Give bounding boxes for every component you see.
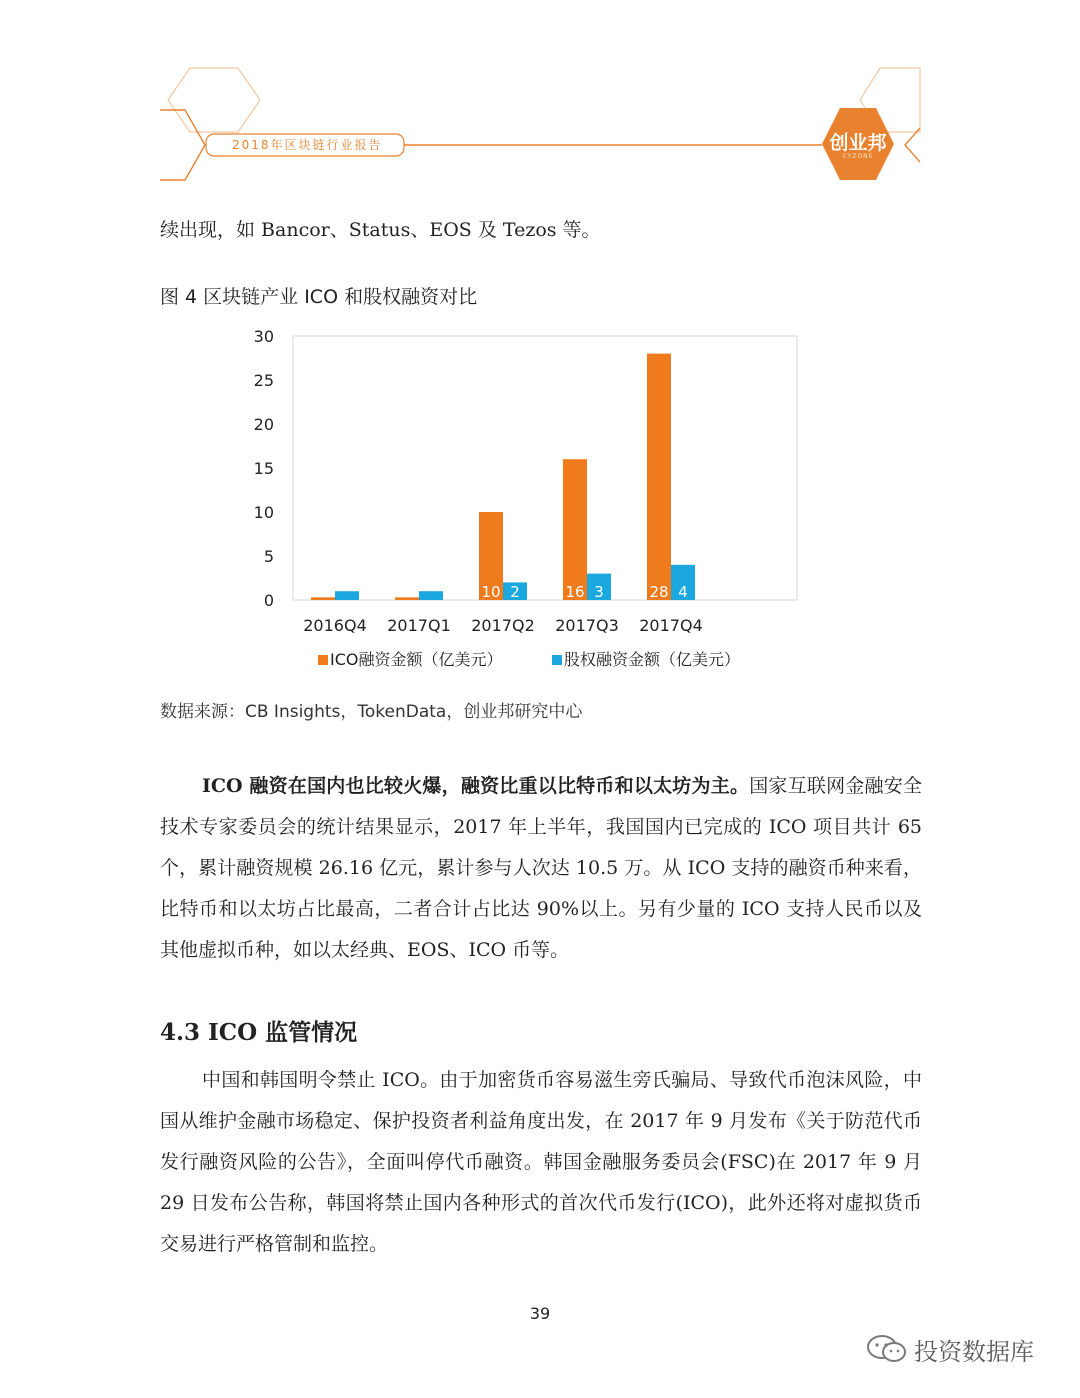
legend-swatch: [552, 655, 562, 665]
report-title: 2018年区块链行业报告: [232, 138, 383, 152]
y-tick-label: 30: [253, 327, 274, 346]
bar-equity-2016Q4: [335, 591, 359, 600]
data-label: 16: [565, 583, 585, 601]
bar-equity-2017Q1: [419, 591, 443, 600]
y-tick-label: 10: [253, 503, 274, 522]
watermark-text: 投资数据库: [914, 1338, 1034, 1366]
x-tick-label: 2017Q2: [471, 616, 535, 635]
data-label: 2: [510, 583, 520, 601]
legend-swatch: [318, 655, 328, 665]
y-tick-label: 25: [253, 371, 274, 390]
y-tick-label: 15: [253, 459, 274, 478]
figure-caption: 图 4 区块链产业 ICO 和股权融资对比: [160, 286, 478, 308]
data-label: 3: [594, 583, 604, 601]
bar-ico-2017Q1: [395, 597, 419, 600]
y-tick-label: 5: [263, 547, 274, 566]
paragraph-regulation: 中国和韩国明令禁止 ICO。由于加密货币容易滋生旁氏骗局、导致代币泡沫风险，中国从维护金融市场稳定、保护投资者利益角度出发，在 2017 年 9 月发布《关于防范代币发行融资风险的公告》，全面叫停代币融资。韩国金融服务委员会(FSC)在 2017 年 9 月 29 日发布公告称，韩国将禁止国内各种形式的首次代币发行(ICO)，此外还将对虚拟货币交易进行严格管制和监控。: [160, 1069, 922, 1255]
x-tick-label: 2016Q4: [303, 616, 367, 635]
y-tick-label: 0: [263, 591, 274, 610]
plot-frame: [293, 336, 797, 600]
paragraph-ico-domestic: [160, 766, 922, 971]
bar-ico-2017Q3: [563, 459, 587, 600]
header-decoration: [0, 0, 1080, 200]
legend-label: 股权融资金额（亿美元）: [564, 650, 741, 669]
bar-chart: [240, 320, 820, 690]
x-tick-label: 2017Q1: [387, 616, 451, 635]
continued-line: 续出现，如 Bancor、Status、EOS 及 Tezos 等。: [160, 219, 601, 241]
watermark: [866, 1330, 1066, 1370]
x-tick-label: 2017Q3: [555, 616, 619, 635]
y-tick-label: 20: [253, 415, 274, 434]
bar-ico-2017Q4: [647, 354, 671, 600]
section-title: 4.3 ICO 监管情况: [160, 1019, 358, 1046]
data-label: 4: [678, 583, 688, 601]
page-number: 39: [529, 1304, 551, 1323]
data-source: 数据来源：CB Insights，TokenData，创业邦研究中心: [160, 702, 583, 722]
bar-ico-2016Q4: [311, 597, 335, 600]
x-tick-label: 2017Q4: [639, 616, 703, 635]
logo-subtext: CYZONE: [842, 153, 874, 160]
data-label: 10: [481, 583, 501, 601]
paragraph-body: 国家互联网金融安全技术专家委员会的统计结果显示，2017 年上半年，我国国内已完成的 ICO 项目共计 65 个，累计融资规模 26.16 亿元，累计参与人次达 10.5 万。从 ICO 支持的融资币种来看，比特币和以太坊占比最高，二者合计占比达 90%以上。另有少量的 ICO 支持人民币以及其他虚拟币种，如以太经典、EOS、ICO 币等。: [160, 775, 922, 961]
paragraph-bold-lead: ICO 融资在国内也比较火爆，融资比重以比特币和以太坊为主。: [202, 775, 750, 797]
logo-text: 创业邦: [829, 132, 887, 154]
legend-label: ICO融资金额（亿美元）: [330, 650, 503, 669]
wechat-icon: [866, 1334, 908, 1364]
data-label: 28: [649, 583, 669, 601]
